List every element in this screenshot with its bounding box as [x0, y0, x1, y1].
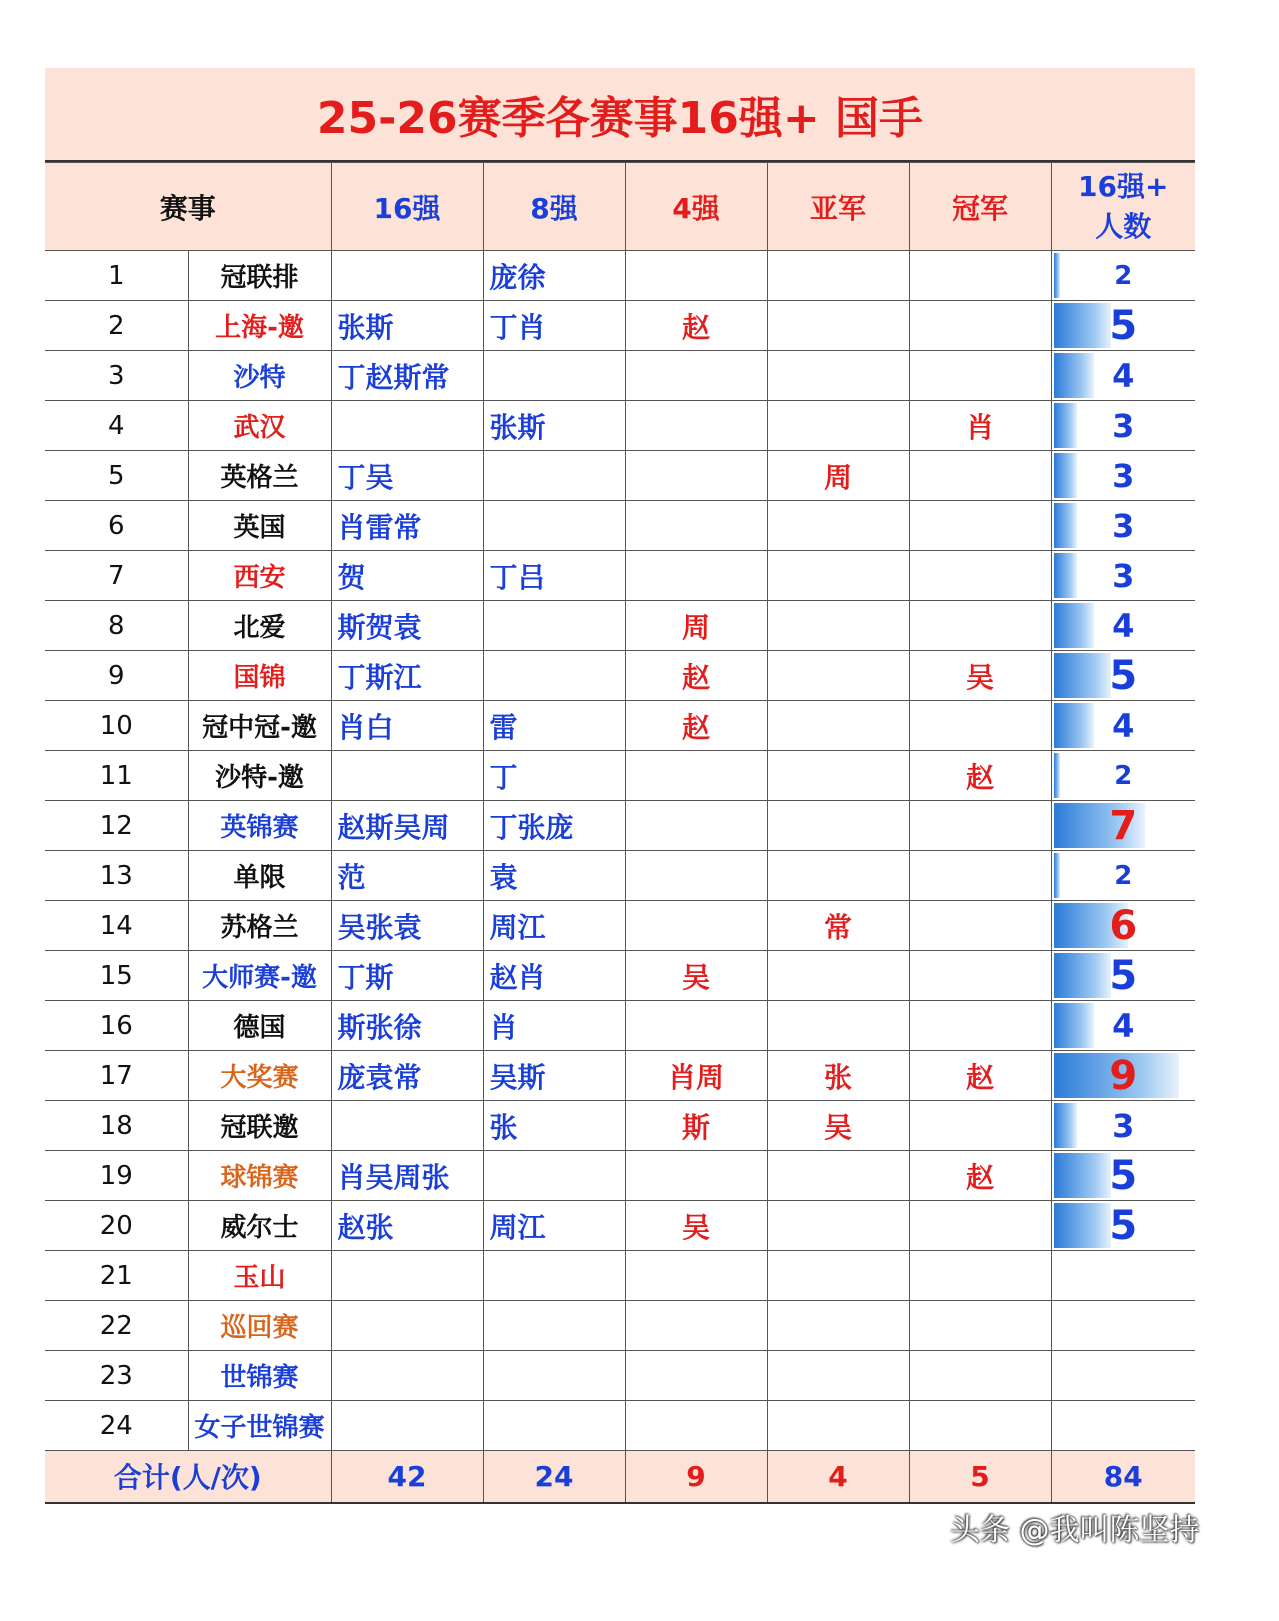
count-cell	[1051, 1201, 1195, 1251]
cell-runner-up	[767, 1251, 909, 1301]
cell-runner-up	[767, 1201, 909, 1251]
cell-champion: 赵	[909, 1151, 1051, 1201]
cell-qf	[483, 451, 625, 501]
count-value: 4	[1112, 356, 1135, 395]
cell-champion	[909, 1351, 1051, 1401]
cell-sf	[625, 1151, 767, 1201]
cell-runner-up: 常	[767, 901, 909, 951]
row-number: 5	[45, 451, 188, 501]
cell-qf: 丁	[483, 751, 625, 801]
table-row	[45, 1301, 1195, 1351]
cell-qf	[483, 651, 625, 701]
cell-runner-up	[767, 751, 909, 801]
count-cell	[1051, 401, 1195, 451]
count-value: 4	[1112, 606, 1135, 645]
cell-r16: 肖白	[331, 701, 483, 751]
cell-sf	[625, 251, 767, 301]
count-cell	[1051, 701, 1195, 751]
row-number: 15	[45, 951, 188, 1001]
cell-qf: 张	[483, 1101, 625, 1151]
cell-champion	[909, 851, 1051, 901]
event-name: 西安	[188, 551, 331, 601]
cell-runner-up	[767, 501, 909, 551]
cell-r16	[331, 1101, 483, 1151]
cell-r16	[331, 1401, 483, 1451]
cell-r16: 庞袁常	[331, 1051, 483, 1101]
cell-qf	[483, 1151, 625, 1201]
cell-sf	[625, 451, 767, 501]
cell-runner-up	[767, 251, 909, 301]
count-cell	[1051, 1001, 1195, 1051]
page-title: 25-26赛季各赛事16强+ 国手	[316, 93, 924, 144]
cell-r16: 丁吴	[331, 451, 483, 501]
count-cell	[1051, 651, 1195, 701]
cell-champion	[909, 251, 1051, 301]
cell-qf	[483, 1401, 625, 1451]
total-count: 84	[1051, 1451, 1195, 1503]
cell-runner-up: 张	[767, 1051, 909, 1101]
cell-champion	[909, 551, 1051, 601]
cell-runner-up	[767, 1151, 909, 1201]
row-number: 7	[45, 551, 188, 601]
event-name: 冠联排	[188, 251, 331, 301]
count-cell	[1051, 951, 1195, 1001]
table-row	[45, 901, 1195, 951]
cell-r16: 斯张徐	[331, 1001, 483, 1051]
event-name: 巡回赛	[188, 1301, 331, 1351]
cell-sf: 周	[625, 601, 767, 651]
cell-r16: 丁斯江	[331, 651, 483, 701]
count-cell	[1051, 501, 1195, 551]
cell-qf: 周江	[483, 1201, 625, 1251]
count-cell	[1051, 601, 1195, 651]
total-sf: 9	[625, 1451, 767, 1503]
count-cell	[1051, 851, 1195, 901]
cell-qf: 袁	[483, 851, 625, 901]
event-name: 武汉	[188, 401, 331, 451]
cell-qf	[483, 601, 625, 651]
cell-sf	[625, 351, 767, 401]
cell-sf	[625, 751, 767, 801]
cell-sf	[625, 401, 767, 451]
count-value: 2	[1114, 860, 1133, 891]
cell-r16: 斯贺袁	[331, 601, 483, 651]
cell-runner-up	[767, 1301, 909, 1351]
count-cell	[1051, 1401, 1195, 1451]
cell-sf	[625, 851, 767, 901]
cell-runner-up	[767, 801, 909, 851]
total-qf: 24	[483, 1451, 625, 1503]
cell-champion: 肖	[909, 401, 1051, 451]
cell-r16	[331, 401, 483, 451]
row-number: 20	[45, 1201, 188, 1251]
table-row	[45, 951, 1195, 1001]
event-name: 冠联邀	[188, 1101, 331, 1151]
cell-champion	[909, 1101, 1051, 1151]
cell-runner-up	[767, 601, 909, 651]
table-row	[45, 851, 1195, 901]
row-number: 2	[45, 301, 188, 351]
cell-sf	[625, 501, 767, 551]
row-number: 14	[45, 901, 188, 951]
total-row	[45, 1451, 1195, 1503]
count-cell	[1051, 1301, 1195, 1351]
table-row	[45, 1051, 1195, 1101]
count-cell	[1051, 1051, 1195, 1101]
cell-sf	[625, 1001, 767, 1051]
cell-r16	[331, 1351, 483, 1401]
cell-r16: 吴张袁	[331, 901, 483, 951]
table-row	[45, 251, 1195, 301]
cell-champion	[909, 351, 1051, 401]
event-name: 女子世锦赛	[188, 1401, 331, 1451]
count-cell	[1051, 351, 1195, 401]
row-number: 10	[45, 701, 188, 751]
event-name: 球锦赛	[188, 1151, 331, 1201]
header-count-line1: 16强+	[1078, 169, 1169, 203]
cell-r16	[331, 251, 483, 301]
cell-r16: 贺	[331, 551, 483, 601]
event-name: 冠中冠-邀	[188, 701, 331, 751]
table-body	[45, 251, 1195, 1451]
event-name: 沙特-邀	[188, 751, 331, 801]
cell-qf	[483, 501, 625, 551]
cell-sf	[625, 551, 767, 601]
event-name: 世锦赛	[188, 1351, 331, 1401]
cell-r16: 丁赵斯常	[331, 351, 483, 401]
count-value: 2	[1114, 760, 1133, 791]
cell-champion	[909, 301, 1051, 351]
cell-runner-up	[767, 1401, 909, 1451]
count-value: 5	[1109, 302, 1138, 349]
cell-runner-up	[767, 951, 909, 1001]
cell-champion: 赵	[909, 1051, 1051, 1101]
row-number: 1	[45, 251, 188, 301]
cell-runner-up	[767, 651, 909, 701]
event-name: 威尔士	[188, 1201, 331, 1251]
row-number: 11	[45, 751, 188, 801]
header-qf: 8强	[483, 163, 625, 251]
cell-champion	[909, 601, 1051, 651]
event-name: 沙特	[188, 351, 331, 401]
cell-r16: 丁斯	[331, 951, 483, 1001]
table-row	[45, 551, 1195, 601]
event-name: 苏格兰	[188, 901, 331, 951]
event-name: 国锦	[188, 651, 331, 701]
event-name: 玉山	[188, 1251, 331, 1301]
cell-runner-up	[767, 701, 909, 751]
header-event: 赛事	[45, 163, 331, 251]
table-row	[45, 301, 1195, 351]
row-number: 3	[45, 351, 188, 401]
total-champion: 5	[909, 1451, 1051, 1503]
cell-r16: 肖吴周张	[331, 1151, 483, 1201]
results-table	[45, 162, 1195, 1504]
row-number: 13	[45, 851, 188, 901]
row-number: 19	[45, 1151, 188, 1201]
total-r16: 42	[331, 1451, 483, 1503]
cell-qf: 张斯	[483, 401, 625, 451]
total-runner-up: 4	[767, 1451, 909, 1503]
count-cell	[1051, 901, 1195, 951]
header-r16: 16强	[331, 163, 483, 251]
cell-champion: 吴	[909, 651, 1051, 701]
row-number: 4	[45, 401, 188, 451]
cell-sf: 肖周	[625, 1051, 767, 1101]
cell-r16: 张斯	[331, 301, 483, 351]
table-row	[45, 1351, 1195, 1401]
row-number: 18	[45, 1101, 188, 1151]
table-row	[45, 1201, 1195, 1251]
cell-sf	[625, 1251, 767, 1301]
table-row	[45, 1251, 1195, 1301]
row-number: 17	[45, 1051, 188, 1101]
count-cell	[1051, 1351, 1195, 1401]
cell-runner-up	[767, 1351, 909, 1401]
count-value: 9	[1109, 1052, 1138, 1099]
cell-champion	[909, 1401, 1051, 1451]
row-number: 16	[45, 1001, 188, 1051]
count-value: 3	[1112, 1106, 1135, 1145]
count-value: 3	[1112, 456, 1135, 495]
row-number: 12	[45, 801, 188, 851]
count-cell	[1051, 801, 1195, 851]
cell-champion	[909, 1201, 1051, 1251]
cell-champion	[909, 1251, 1051, 1301]
cell-sf: 赵	[625, 701, 767, 751]
count-value: 5	[1109, 1152, 1138, 1199]
count-value: 6	[1109, 902, 1138, 949]
row-number: 8	[45, 601, 188, 651]
cell-r16: 赵斯吴周	[331, 801, 483, 851]
cell-r16: 肖雷常	[331, 501, 483, 551]
count-value: 3	[1112, 506, 1135, 545]
count-value: 7	[1109, 802, 1138, 849]
event-name: 英格兰	[188, 451, 331, 501]
cell-champion	[909, 901, 1051, 951]
table-row	[45, 501, 1195, 551]
event-name: 德国	[188, 1001, 331, 1051]
count-cell	[1051, 1251, 1195, 1301]
table-row	[45, 1001, 1195, 1051]
row-number: 23	[45, 1351, 188, 1401]
cell-r16: 范	[331, 851, 483, 901]
table-row	[45, 1101, 1195, 1151]
row-number: 6	[45, 501, 188, 551]
cell-qf	[483, 351, 625, 401]
count-cell	[1051, 1101, 1195, 1151]
cell-champion	[909, 501, 1051, 551]
cell-qf: 丁张庞	[483, 801, 625, 851]
count-value: 2	[1114, 260, 1133, 291]
cell-qf: 赵肖	[483, 951, 625, 1001]
header-count-line2: 人数	[1095, 209, 1152, 243]
count-cell	[1051, 301, 1195, 351]
event-name: 英锦赛	[188, 801, 331, 851]
table-row	[45, 401, 1195, 451]
cell-r16: 赵张	[331, 1201, 483, 1251]
table-sheet	[45, 68, 1195, 1504]
event-name: 大奖赛	[188, 1051, 331, 1101]
event-name: 英国	[188, 501, 331, 551]
row-number: 24	[45, 1401, 188, 1451]
table-row	[45, 1401, 1195, 1451]
count-value: 5	[1109, 952, 1138, 999]
count-value: 5	[1109, 652, 1138, 699]
header-runner-up: 亚军	[767, 163, 909, 251]
count-cell	[1051, 751, 1195, 801]
cell-sf	[625, 1401, 767, 1451]
cell-sf: 吴	[625, 951, 767, 1001]
count-cell	[1051, 451, 1195, 501]
row-number: 21	[45, 1251, 188, 1301]
event-name: 上海-邀	[188, 301, 331, 351]
header-count	[1051, 163, 1195, 251]
cell-sf: 斯	[625, 1101, 767, 1151]
cell-sf	[625, 1301, 767, 1351]
watermark: 头条 @我叫陈坚持	[950, 1513, 1200, 1548]
cell-qf: 吴斯	[483, 1051, 625, 1101]
cell-runner-up: 吴	[767, 1101, 909, 1151]
table-row	[45, 751, 1195, 801]
cell-qf	[483, 1251, 625, 1301]
row-number: 22	[45, 1301, 188, 1351]
table-row	[45, 801, 1195, 851]
header-champion: 冠军	[909, 163, 1051, 251]
cell-sf	[625, 801, 767, 851]
table-row	[45, 701, 1195, 751]
cell-runner-up	[767, 851, 909, 901]
cell-champion	[909, 701, 1051, 751]
cell-champion	[909, 1301, 1051, 1351]
event-name: 单限	[188, 851, 331, 901]
cell-qf: 丁肖	[483, 301, 625, 351]
cell-sf: 赵	[625, 301, 767, 351]
count-cell	[1051, 1151, 1195, 1201]
cell-qf	[483, 1301, 625, 1351]
cell-champion	[909, 951, 1051, 1001]
event-name: 北爱	[188, 601, 331, 651]
cell-runner-up	[767, 301, 909, 351]
total-label: 合计(人/次)	[45, 1451, 331, 1503]
cell-champion	[909, 801, 1051, 851]
cell-sf: 赵	[625, 651, 767, 701]
cell-runner-up	[767, 351, 909, 401]
count-value: 4	[1112, 1006, 1135, 1045]
row-number: 9	[45, 651, 188, 701]
cell-champion	[909, 1001, 1051, 1051]
cell-qf: 雷	[483, 701, 625, 751]
count-cell	[1051, 251, 1195, 301]
cell-runner-up	[767, 1001, 909, 1051]
header-row	[45, 163, 1195, 251]
title-bar	[45, 68, 1195, 162]
count-value: 4	[1112, 706, 1135, 745]
cell-r16	[331, 1251, 483, 1301]
cell-runner-up	[767, 551, 909, 601]
cell-qf: 庞徐	[483, 251, 625, 301]
cell-champion: 赵	[909, 751, 1051, 801]
event-name: 大师赛-邀	[188, 951, 331, 1001]
table-row	[45, 651, 1195, 701]
cell-sf	[625, 1351, 767, 1401]
cell-qf: 肖	[483, 1001, 625, 1051]
count-cell	[1051, 551, 1195, 601]
count-value: 5	[1109, 1202, 1138, 1249]
count-value: 3	[1112, 556, 1135, 595]
cell-sf	[625, 901, 767, 951]
cell-sf: 吴	[625, 1201, 767, 1251]
cell-qf: 周江	[483, 901, 625, 951]
header-sf: 4强	[625, 163, 767, 251]
cell-runner-up	[767, 401, 909, 451]
cell-r16	[331, 1301, 483, 1351]
table-row	[45, 451, 1195, 501]
table-row	[45, 1151, 1195, 1201]
cell-r16	[331, 751, 483, 801]
cell-qf	[483, 1351, 625, 1401]
cell-champion	[909, 451, 1051, 501]
cell-qf: 丁吕	[483, 551, 625, 601]
table-row	[45, 601, 1195, 651]
table-row	[45, 351, 1195, 401]
count-value: 3	[1112, 406, 1135, 445]
cell-runner-up: 周	[767, 451, 909, 501]
